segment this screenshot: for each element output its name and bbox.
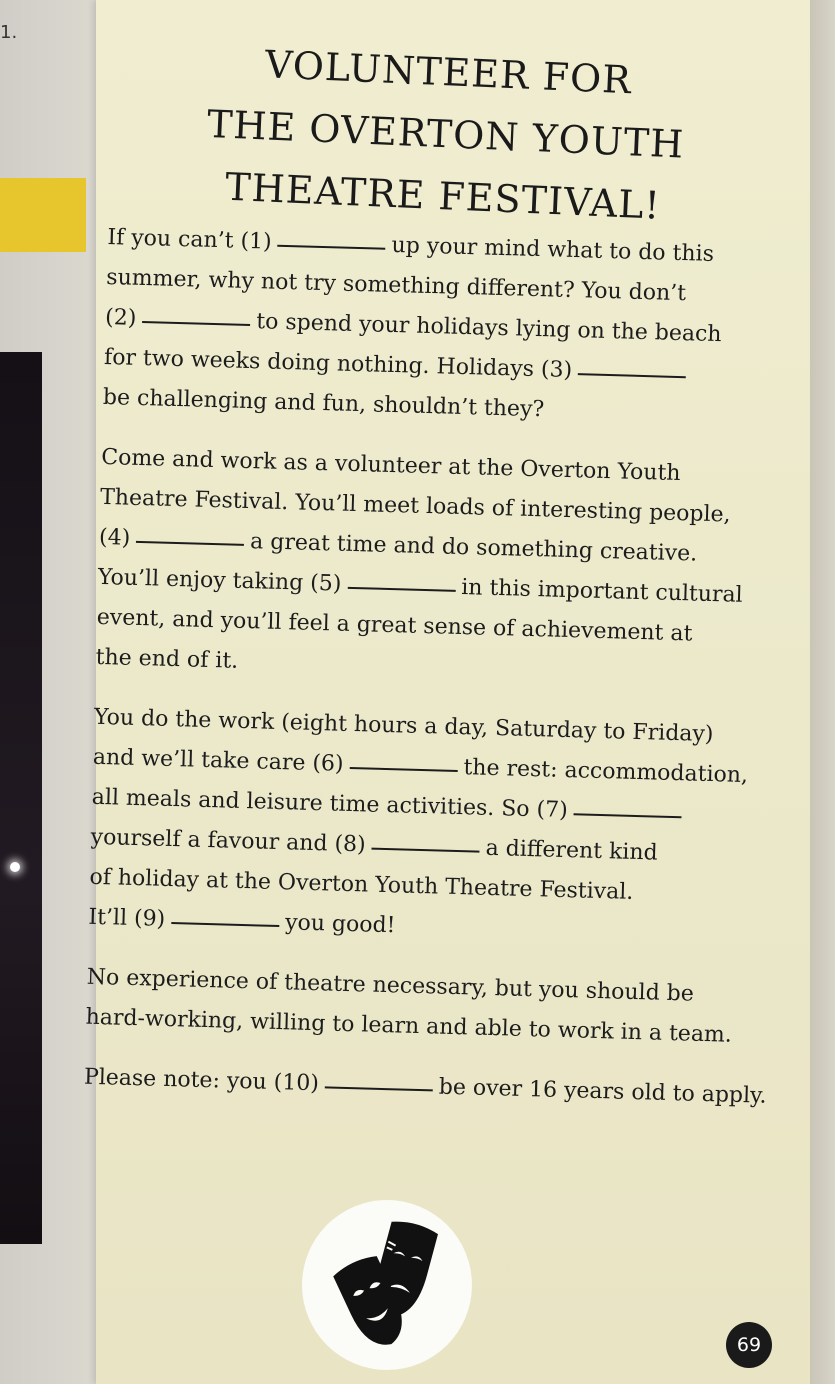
text-fragment: Please note: you (10)	[83, 1064, 320, 1097]
text-fragment: (2)	[104, 304, 137, 331]
page-number: 69	[726, 1322, 772, 1368]
right-page-edge	[810, 0, 835, 1384]
text-fragment: be over 16 years old to apply.	[438, 1074, 767, 1109]
gap-9-blank[interactable]	[171, 921, 279, 927]
gap-10-blank[interactable]	[325, 1085, 433, 1091]
title-line-3: THEATRE FESTIVAL!	[224, 164, 662, 228]
text-fragment: you good!	[284, 910, 396, 939]
text-line: You do the work (eight hours a day, Saturday to Friday)	[93, 704, 714, 748]
text-line: be challenging and fun, shouldn’t they?	[102, 384, 545, 423]
text-line: hard-working, willing to learn and able to work in a team.	[85, 1004, 733, 1048]
text-line: of holiday at the Overton Youth Theatre Festival.	[89, 864, 634, 905]
text-fragment: for two weeks doing nothing. Holidays (3)	[103, 344, 573, 384]
text-line: No experience of theatre necessary, but you should be	[86, 964, 695, 1007]
paragraph-4	[85, 958, 747, 1056]
gap-1-blank[interactable]	[278, 244, 386, 250]
leaflet-body	[83, 218, 768, 1136]
title-line-2: THE OVERTON YOUTH	[206, 101, 686, 167]
paragraph-1	[102, 218, 767, 436]
text-line: the end of it.	[95, 644, 239, 674]
text-fragment: up your mind what to do this	[391, 232, 715, 267]
text-fragment: If you can’t (1)	[107, 224, 273, 255]
title-line-1: VOLUNTEER FOR	[264, 42, 633, 103]
yellow-tab	[0, 178, 86, 252]
paragraph-5	[83, 1058, 767, 1116]
text-fragment: in this important cultural	[460, 575, 743, 608]
text-fragment: all meals and leisure time activities. So (7)	[91, 784, 569, 824]
paragraph-3	[88, 698, 754, 956]
gap-2-blank[interactable]	[142, 320, 250, 326]
text-fragment: a great time and do something creative.	[249, 529, 698, 567]
gap-8-blank[interactable]	[372, 847, 480, 853]
exercise-number: 1.	[0, 22, 18, 43]
text-fragment: You’ll enjoy taking (5)	[97, 564, 342, 597]
page-title	[182, 30, 710, 239]
gap-7-blank[interactable]	[574, 812, 682, 818]
text-fragment: and we’ll take care (6)	[92, 744, 344, 777]
logo-circle	[302, 1200, 472, 1370]
text-line: Come and work as a volunteer at the Overton Youth	[100, 444, 681, 487]
paragraph-2	[95, 438, 761, 696]
dark-image-panel	[0, 352, 42, 1244]
text-fragment: to spend your holidays lying on the beach	[255, 309, 722, 348]
text-fragment: a different kind	[485, 835, 658, 866]
text-fragment: yourself a favour and (8)	[90, 824, 367, 858]
light-spot	[10, 862, 20, 872]
text-fragment: the rest: accommodation,	[463, 755, 749, 789]
gap-5-blank[interactable]	[347, 586, 455, 592]
gap-4-blank[interactable]	[136, 540, 244, 546]
gap-3-blank[interactable]	[578, 372, 686, 378]
gap-6-blank[interactable]	[349, 766, 457, 772]
theatre-masks-icon	[332, 1218, 442, 1348]
text-line: summer, why not try something different? You don’t	[105, 264, 687, 307]
text-fragment: It’ll (9)	[88, 904, 166, 932]
text-fragment: (4)	[98, 524, 131, 551]
text-line: event, and you’ll feel a great sense of achievement at	[96, 604, 693, 647]
text-line: Theatre Festival. You’ll meet loads of interesting people,	[99, 484, 731, 528]
